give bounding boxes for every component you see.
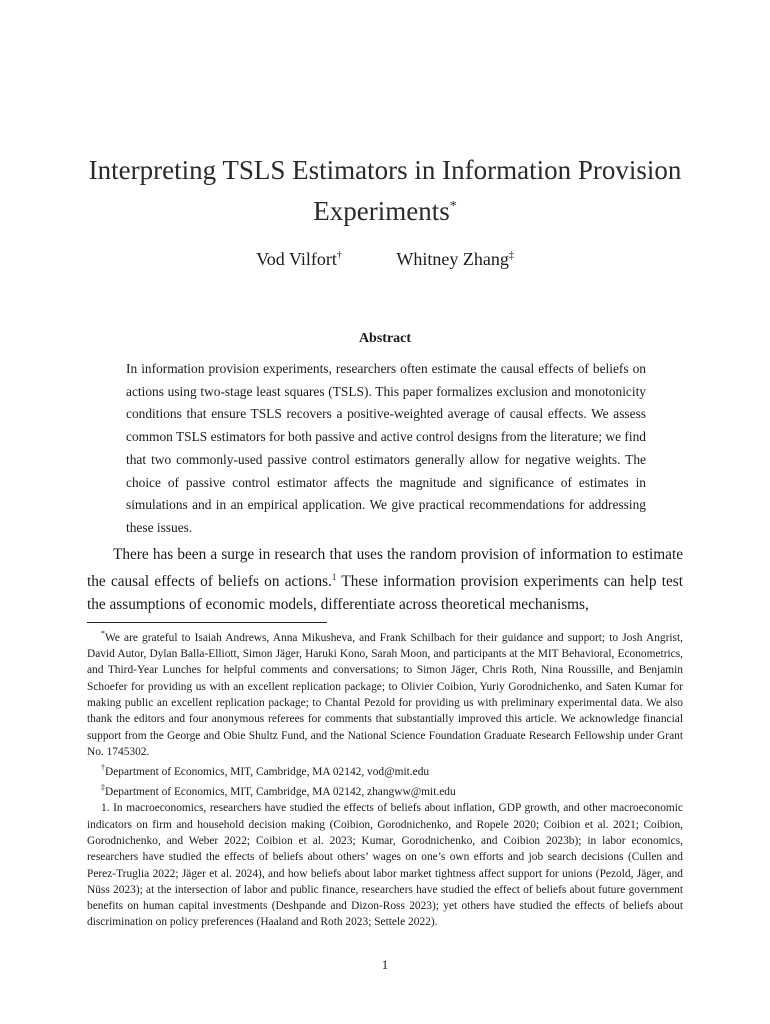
footnote-mark: ‡ [101, 783, 105, 793]
author-list [0, 249, 770, 270]
footnote-text: We are grateful to Isaiah Andrews, Anna Mikusheva, and Frank Schilbach for their guidance and support; to Josh Angrist, David Autor, Dylan Balla-Elliott, Simon Jäger, Haruki Kono, Sarah Moon, and participants at the MIT Behavioral, Econometrics, and Third-Year Lunches for helpful comments and conversations; to Simon Jäger, Chris Roth, Nina Roussille, and Benjamin Schoefer for providing us with an excellent replication package; to Olivier Coibion, Yuriy Gorodnichenko, and Saten Kumar for making public an excellent replication package; to Chantal Pezold for providing us with preliminary experimental data. We also thank the editors and four anonymous referees for comments that substantially improved this article. We acknowledge financial support from the George and Obie Shultz Fund, and the National Science Foundation Graduate Research Fellowship under Grant No. 1745302. [87, 631, 683, 758]
author-name: Whitney Zhang [396, 249, 509, 269]
footnote-divider [87, 622, 327, 623]
title-text: Interpreting TSLS Estimators in Information Provision Experiments [88, 155, 682, 226]
author-mark: ‡ [508, 250, 514, 261]
author-name: Vod Vilfort [256, 249, 337, 269]
abstract-heading: Abstract [358, 331, 412, 346]
footnote-affiliation-vilfort [87, 760, 683, 780]
footnote-mark: * [101, 629, 105, 638]
title-footnote-mark: * [449, 199, 457, 214]
author-mark: † [336, 250, 342, 261]
footnote-affiliation-zhang [87, 780, 683, 800]
intro-paragraph [87, 543, 683, 616]
footnotes [87, 626, 683, 931]
abstract-text: In information provision experiments, researchers often estimate the causal effects of beliefs on actions using two-stage least squares (TSLS). This paper formalizes exclusion and monotonicity conditions that ensure TSLS recovers a positive-weighted average of causal effects. We assess common TSLS estimators for both passive and active control designs from the literature; we find that two commonly-used passive control estimators generally allow for negative weights. The choice of passive control estimator affects the magnitude and significance of estimates in simulations and in an empirical application. We give practical recommendations for addressing these issues. [126, 361, 646, 535]
intro-text-after: These information provision experiments can help test the assumptions of economic models, differentiate across theoretical mechanisms, [87, 573, 683, 614]
footnote-link-1[interactable]: 1 [331, 572, 337, 582]
page-number: 1 [381, 957, 389, 972]
author-vilfort [256, 249, 342, 270]
footnote-text: Department of Economics, MIT, Cambridge, MA 02142, zhangww@mit.edu [105, 786, 456, 799]
footnote-mark: † [101, 763, 105, 773]
footnote-text: Department of Economics, MIT, Cambridge, MA 02142, vod@mit.edu [105, 765, 430, 778]
footnote-1: 1. In macroeconomics, researchers have studied the effects of beliefs about inflation, GDP growth, and other macroeconomic indicators on firm and household decision making (Coibion, Gorodnichenko, and Ropele 2020; Coibion et al. 2021; Coibion, Gorodnichenko, and Weber 2022; Coibion et al. 2023; Kumar, Gorodnichenko, and Coibion 2023b); in labor economics, researchers have studied the effects of beliefs about others’ wages on one’s own efforts and job search decisions (Cullen and Perez-Truglia 2022; Jäger et al. 2024), and how beliefs about labor market tightness affect support for unions (Pezold, Jäger, and Nüss 2023); at the intersection of labor and public finance, researchers have studied the effect of beliefs about future government benefits on human capital investments (Deshpande and Dizon-Ross 2023); yet others have studied the effects of beliefs about discrimination on policy preferences (Haaland and Roth 2023; Settele 2022). [87, 802, 683, 929]
intro-text-before: There has been a surge in research that uses the random provision of information to estimate the causal effects of beliefs on actions. [87, 546, 683, 591]
footnote-acknowledgements [87, 626, 683, 760]
author-zhang [396, 249, 513, 270]
paper-title [60, 150, 710, 232]
